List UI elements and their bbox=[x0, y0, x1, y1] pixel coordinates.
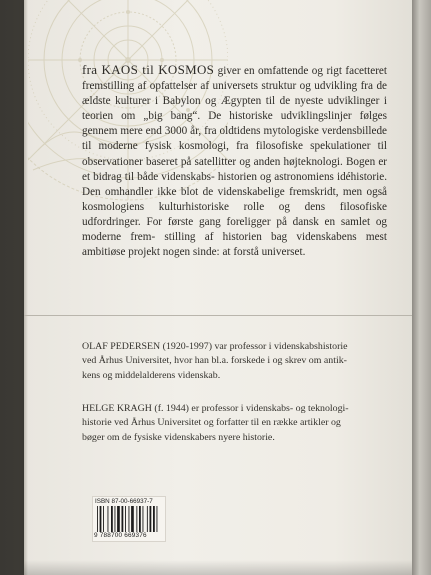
blurb-line: historien og astronomiens idéhistorie. Den omhandler ikke bbox=[82, 170, 387, 198]
bottom-shadow bbox=[24, 560, 412, 575]
bio-line: kens og middelalderens videnskab. bbox=[82, 369, 221, 381]
author-bio-kragh bbox=[82, 402, 382, 445]
bio-line: historie ved Århus Universitet og forfatter til en række artikler og bbox=[82, 417, 341, 429]
blurb-line: de nyeste udviklinger i teorien om „big bang“. De historiske bbox=[82, 95, 388, 123]
barcode-bar bbox=[153, 506, 155, 532]
barcode-bar bbox=[103, 506, 104, 532]
barcode-label bbox=[92, 496, 166, 542]
blurb-line: og udvikling fra de ældste kulturer i Babylon og Ægypten til bbox=[82, 80, 387, 108]
blurb-line: giver en omfattende og bbox=[214, 65, 323, 77]
author-bio-pedersen bbox=[82, 340, 382, 383]
blurb-paragraph bbox=[82, 62, 387, 260]
blurb-line: udviklingslinjer følges gennem mere end 3000 år, fra oldtidens bbox=[82, 110, 387, 138]
barcode-bar bbox=[157, 506, 158, 532]
barcode-number: 9 788700 669376 bbox=[94, 532, 147, 539]
barcode-bar bbox=[147, 506, 148, 532]
book-title: fra KAOS til KOSMOS bbox=[82, 62, 215, 77]
barcode-bar bbox=[150, 506, 152, 532]
barcode-bar bbox=[143, 506, 144, 532]
isbn-text: ISBN 87-00-66937-7 bbox=[95, 498, 153, 505]
book-spine-edge bbox=[412, 0, 431, 575]
barcode-bar bbox=[129, 506, 130, 532]
blurb-line: nogen sinde: at forstå universet. bbox=[162, 246, 306, 259]
barcode-bar bbox=[100, 506, 102, 532]
bio-line: bøger om de fysiske videnskabers nyere historie. bbox=[82, 431, 275, 443]
section-divider bbox=[24, 315, 412, 316]
barcode-bar bbox=[139, 506, 141, 532]
barcode-bars-icon bbox=[97, 506, 161, 532]
blurb-line: mytologiske verdensbillede til moderne fysisk kosmologi, fra bbox=[82, 125, 388, 153]
blurb-line: blot de videnskabelige fremskridt, men også kosmologiens bbox=[82, 185, 388, 213]
blurb-line: kulturhistoriske rolle og dens filosofiske udfordringer. For bbox=[82, 200, 388, 228]
barcode-bar bbox=[125, 506, 126, 532]
blurb-line: rigt facetteret fremstilling af opfattelser af universets struktur bbox=[82, 65, 388, 93]
blurb-line: stilling af historien bag videnskabens mest ambitiøse projekt bbox=[82, 231, 387, 259]
barcode-bar bbox=[97, 506, 98, 532]
blurb-line: og anden højteknologi. Bogen er et bidrag til både videnskabs- bbox=[82, 155, 388, 183]
barcode-bar bbox=[111, 506, 113, 532]
barcode-bar bbox=[131, 506, 134, 532]
barcode-bar bbox=[117, 506, 120, 532]
barcode-bar bbox=[136, 506, 137, 532]
barcode-bar bbox=[108, 506, 109, 532]
blurb-line: første gang foreligger på dansk en samlet og moderne frem- bbox=[82, 215, 388, 244]
blurb-line: filosofiske spekulationer til observationer baseret på satellitter bbox=[82, 140, 387, 168]
bio-line: ved Århus Universitet, hvor han bl.a. forskede i og skrev om antik- bbox=[82, 355, 347, 367]
bio-line: OLAF PEDERSEN (1920-1997) var professor i videnskabshistorie bbox=[82, 341, 348, 352]
bio-line: HELGE KRAGH (f. 1944) er professor i videnskabs- og teknologi- bbox=[82, 403, 349, 414]
barcode-bar bbox=[122, 506, 124, 532]
barcode-bar bbox=[115, 506, 116, 532]
